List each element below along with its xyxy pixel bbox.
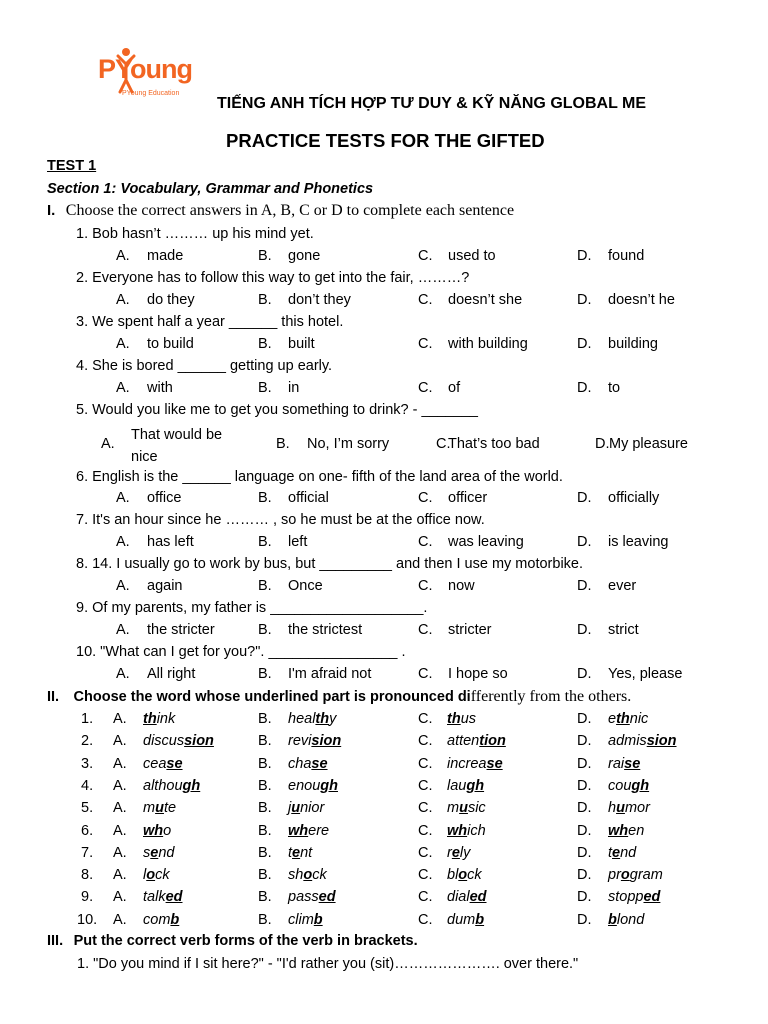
word-post: y xyxy=(329,711,337,727)
option-letter: A. xyxy=(116,622,130,638)
word-under: wh xyxy=(288,823,309,839)
option-letter: B. xyxy=(258,800,272,816)
word-option-b[interactable] xyxy=(288,733,341,749)
option-letter: B. xyxy=(276,436,290,452)
word-under: u xyxy=(459,800,468,816)
word-pre: talk xyxy=(143,889,166,905)
word-under: th xyxy=(315,711,330,727)
word-under: e xyxy=(451,845,460,861)
row-number: 1. xyxy=(81,711,94,727)
option-b[interactable]: the strictest xyxy=(288,622,363,638)
question-9: 9. Of my parents, my father is ___________________. xyxy=(76,600,428,616)
word-post: ink xyxy=(156,711,176,727)
logo xyxy=(98,44,208,104)
part2-roman: II. xyxy=(47,689,60,705)
question-2: 2. Everyone has to follow this way to get into the fair, ………? xyxy=(76,270,470,286)
word-pre: admis xyxy=(608,733,647,749)
word-under: o xyxy=(620,867,630,883)
word-post: ck xyxy=(312,867,327,883)
word-pre: althou xyxy=(143,778,183,794)
option-letter: C. xyxy=(418,578,433,594)
part1-instruction: Choose the correct answers in A, B, C or D to complete each sentence xyxy=(65,202,515,219)
word-option-b[interactable] xyxy=(288,800,324,816)
word-pre: l xyxy=(143,867,147,883)
option-c[interactable]: was leaving xyxy=(448,534,524,550)
option-letter: B. xyxy=(258,292,272,308)
word-option-b[interactable] xyxy=(288,756,328,772)
word-under: se xyxy=(166,756,183,772)
word-under: gh xyxy=(466,778,485,794)
option-letter: C. xyxy=(418,889,433,905)
option-letter: D. xyxy=(577,490,592,506)
option-letter: C. xyxy=(418,756,433,772)
word-under: gh xyxy=(320,778,338,794)
word-option-c[interactable] xyxy=(447,778,484,794)
option-letter: D. xyxy=(577,912,592,928)
option-d[interactable]: is leaving xyxy=(608,534,669,550)
word-option-d[interactable] xyxy=(608,733,677,749)
option-letter: A. xyxy=(101,436,115,452)
word-under: th xyxy=(616,711,630,727)
word-pre: pass xyxy=(288,889,319,905)
word-under: b xyxy=(608,912,617,928)
word-under: u xyxy=(616,800,625,816)
option-letter: D. xyxy=(577,711,592,727)
part3-instruction: Put the correct verb forms of the verb in brackets. xyxy=(73,933,418,949)
option-b[interactable]: left xyxy=(288,534,308,550)
option-letter: B. xyxy=(258,711,272,727)
option-letter: C. xyxy=(418,845,433,861)
option-letter: C. xyxy=(418,800,433,816)
option-letter: D. xyxy=(577,380,592,396)
option-letter: D. xyxy=(577,248,592,264)
option-letter: B. xyxy=(258,889,272,905)
word-pre: cha xyxy=(288,756,312,772)
word-pre: pr xyxy=(608,867,621,883)
word-pre: m xyxy=(143,800,156,816)
option-letter: B. xyxy=(258,666,272,682)
word-option-a[interactable] xyxy=(143,800,176,816)
word-pre: cea xyxy=(143,756,167,772)
option-d[interactable]: My pleasure xyxy=(609,436,688,452)
option-letter: A. xyxy=(113,845,127,861)
option-b[interactable]: No, I’m sorry xyxy=(307,436,390,452)
word-under: gh xyxy=(631,778,650,794)
option-letter: D. xyxy=(577,889,592,905)
word-under: se xyxy=(486,756,503,772)
word-option-d[interactable] xyxy=(608,778,649,794)
option-a[interactable]: with xyxy=(147,380,173,396)
option-b[interactable]: gone xyxy=(288,248,321,264)
part1-roman: I. xyxy=(47,202,56,219)
option-letter: B. xyxy=(258,380,272,396)
option-letter: C. xyxy=(418,666,433,682)
word-post: nic xyxy=(629,711,649,727)
word-option-b[interactable] xyxy=(288,867,327,883)
word-pre: m xyxy=(447,800,460,816)
word-option-d[interactable] xyxy=(608,912,644,928)
option-letter: D. xyxy=(595,436,610,452)
word-under: se xyxy=(311,756,328,772)
section-heading: Section 1: Vocabulary, Grammar and Phonetics xyxy=(47,181,374,197)
option-letter: A. xyxy=(116,578,130,594)
word-post: nt xyxy=(300,845,313,861)
question-10: 10. "What can I get for you?". ________________ . xyxy=(76,644,406,660)
word-option-b[interactable] xyxy=(288,889,336,905)
word-option-d[interactable] xyxy=(608,867,663,883)
option-letter: B. xyxy=(258,912,272,928)
word-post: ich xyxy=(467,823,486,839)
option-letter: D. xyxy=(577,622,592,638)
word-pre: bl xyxy=(447,867,459,883)
word-option-a[interactable] xyxy=(143,867,170,883)
option-d[interactable]: building xyxy=(608,336,658,352)
word-pre: revi xyxy=(288,733,312,749)
option-letter: B. xyxy=(258,248,272,264)
option-letter: B. xyxy=(258,622,272,638)
option-a[interactable]: again xyxy=(147,578,183,594)
part3-heading xyxy=(47,932,418,950)
option-letter: B. xyxy=(258,778,272,794)
word-option-d[interactable] xyxy=(608,889,660,905)
word-post: nd xyxy=(620,845,637,861)
option-a[interactable]: do they xyxy=(147,292,195,308)
option-a[interactable]: office xyxy=(147,490,182,506)
option-letter: A. xyxy=(116,380,130,396)
option-letter: C. xyxy=(436,436,451,452)
word-option-a[interactable] xyxy=(143,845,174,861)
word-under: o xyxy=(303,867,313,883)
option-letter: C. xyxy=(418,380,433,396)
page-title: PRACTICE TESTS FOR THE GIFTED xyxy=(226,130,545,151)
option-letter: D. xyxy=(577,534,592,550)
word-under: gh xyxy=(182,778,201,794)
question-6: 6. English is the ______ language on one- fifth of the land area of the world. xyxy=(76,469,563,485)
word-post: ere xyxy=(308,823,330,839)
word-option-c[interactable] xyxy=(447,800,486,816)
option-c[interactable]: with building xyxy=(448,336,528,352)
word-pre: dum xyxy=(447,912,476,928)
word-pre: lau xyxy=(447,778,467,794)
option-letter: C. xyxy=(418,867,433,883)
part2-instruction: Choose the word whose underlined part is pronounced di xyxy=(73,689,471,705)
word-pre: sh xyxy=(288,867,304,883)
option-letter: C. xyxy=(418,733,433,749)
word-option-d[interactable] xyxy=(608,845,636,861)
option-letter: A. xyxy=(113,756,127,772)
option-letter: B. xyxy=(258,490,272,506)
word-under: b xyxy=(313,912,323,928)
option-d[interactable]: officially xyxy=(608,490,660,506)
question-4: 4. She is bored ______ getting up early. xyxy=(76,358,333,374)
word-option-b[interactable] xyxy=(288,912,323,928)
part3-roman: III. xyxy=(47,933,64,949)
option-letter: A. xyxy=(113,733,127,749)
option-letter: B. xyxy=(258,336,272,352)
word-pre: e xyxy=(608,711,617,727)
word-post: ck xyxy=(155,867,170,883)
word-pre: heal xyxy=(288,711,316,727)
word-pre: r xyxy=(447,845,452,861)
word-under: ed xyxy=(318,889,336,905)
word-pre: j xyxy=(288,800,292,816)
word-post: o xyxy=(163,823,172,839)
word-option-b[interactable] xyxy=(288,845,312,861)
word-post: lond xyxy=(616,912,645,928)
option-letter: C. xyxy=(418,823,433,839)
word-option-c[interactable] xyxy=(447,756,503,772)
word-pre: clim xyxy=(288,912,314,928)
option-a[interactable]: to build xyxy=(147,336,194,352)
question-8: 8. 14. I usually go to work by bus, but _________ and then I use my motorbike. xyxy=(76,556,584,572)
option-letter: A. xyxy=(116,666,130,682)
word-option-a[interactable] xyxy=(143,711,175,727)
word-under: u xyxy=(291,800,301,816)
option-letter: B. xyxy=(258,534,272,550)
part2-instruction-rest: fferently from the others. xyxy=(470,688,632,705)
word-pre: increa xyxy=(447,756,487,772)
word-post: mor xyxy=(624,800,650,816)
row-number: 5. xyxy=(81,800,94,816)
word-under: wh xyxy=(608,823,629,839)
option-letter: A. xyxy=(113,867,127,883)
word-option-a[interactable] xyxy=(143,756,183,772)
option-letter: C. xyxy=(418,292,433,308)
option-letter: A. xyxy=(113,800,127,816)
option-letter: C. xyxy=(418,778,433,794)
option-letter: D. xyxy=(577,778,592,794)
word-post: en xyxy=(628,823,645,839)
question-7: 7. It's an hour since he ……… , so he must be at the office now. xyxy=(76,512,485,528)
word-option-c[interactable] xyxy=(447,823,486,839)
option-b[interactable]: official xyxy=(288,490,329,506)
option-letter: D. xyxy=(577,578,592,594)
part2-heading xyxy=(47,688,631,706)
option-a[interactable]: made xyxy=(147,248,184,264)
option-c[interactable]: officer xyxy=(448,490,488,506)
option-c[interactable]: of xyxy=(448,380,461,396)
word-under: wh xyxy=(143,823,164,839)
word-post: us xyxy=(460,711,477,727)
question-3: 3. We spent half a year ______ this hotel. xyxy=(76,314,344,330)
word-pre: cou xyxy=(608,778,632,794)
word-pre: discus xyxy=(143,733,185,749)
word-post: gram xyxy=(629,867,663,883)
word-option-d[interactable] xyxy=(608,800,650,816)
option-d[interactable]: Yes, please xyxy=(608,666,683,682)
option-letter: D. xyxy=(577,845,592,861)
option-letter: A. xyxy=(116,490,130,506)
option-d[interactable]: strict xyxy=(608,622,639,638)
part3-question-1: 1. "Do you mind if I sit here?" - "I'd rather you (sit)…………………. over there." xyxy=(77,956,579,972)
word-option-d[interactable] xyxy=(608,711,648,727)
word-option-d[interactable] xyxy=(608,756,640,772)
option-letter: A. xyxy=(116,248,130,264)
logo-subtitle: PYoung Education xyxy=(122,90,180,97)
option-c[interactable]: used to xyxy=(448,248,496,264)
word-under: ed xyxy=(165,889,183,905)
word-under: sion xyxy=(184,733,214,749)
word-pre: atten xyxy=(447,733,480,749)
option-d[interactable]: found xyxy=(608,248,645,264)
option-letter: C. xyxy=(418,490,433,506)
option-b[interactable]: built xyxy=(288,336,315,352)
option-letter: A. xyxy=(113,711,127,727)
option-a[interactable]: All right xyxy=(147,666,196,682)
word-option-a[interactable] xyxy=(143,889,183,905)
word-post: nd xyxy=(158,845,175,861)
option-b[interactable]: don’t they xyxy=(288,292,351,308)
word-under: o xyxy=(146,867,156,883)
word-post: sic xyxy=(467,800,486,816)
word-option-a[interactable] xyxy=(143,823,171,839)
word-option-c[interactable] xyxy=(447,711,476,727)
row-number: 3. xyxy=(81,756,94,772)
option-a[interactable]: That would be nice xyxy=(131,427,223,465)
option-letter: A. xyxy=(113,912,127,928)
word-option-a[interactable] xyxy=(143,912,179,928)
option-letter: D. xyxy=(577,666,592,682)
option-c[interactable]: now xyxy=(448,578,475,594)
option-letter: C. xyxy=(418,248,433,264)
word-under: e xyxy=(292,845,301,861)
course-title: TIẾNG ANH TÍCH HỢP TƯ DUY & KỸ NĂNG GLOBAL ME xyxy=(217,95,647,112)
word-pre: t xyxy=(608,845,613,861)
option-d[interactable]: ever xyxy=(608,578,637,594)
word-option-d[interactable] xyxy=(608,823,644,839)
option-letter: A. xyxy=(113,889,127,905)
word-option-c[interactable] xyxy=(447,889,487,905)
word-option-b[interactable] xyxy=(288,711,336,727)
word-option-b[interactable] xyxy=(288,778,338,794)
option-a[interactable]: has left xyxy=(147,534,194,550)
word-under: ed xyxy=(469,889,487,905)
option-c[interactable]: doesn’t she xyxy=(448,292,523,308)
row-number: 7. xyxy=(81,845,94,861)
option-letter: D. xyxy=(577,292,592,308)
option-letter: D. xyxy=(577,800,592,816)
option-letter: C. xyxy=(418,622,433,638)
option-letter: B. xyxy=(258,578,272,594)
option-c[interactable]: I hope so xyxy=(448,666,508,682)
option-letter: C. xyxy=(418,912,433,928)
word-pre: dial xyxy=(447,889,470,905)
option-letter: D. xyxy=(577,733,592,749)
word-pre: com xyxy=(143,912,171,928)
option-letter: A. xyxy=(116,336,130,352)
option-letter: B. xyxy=(258,845,272,861)
option-letter: B. xyxy=(258,756,272,772)
row-number: 2. xyxy=(81,733,94,749)
option-b[interactable]: in xyxy=(288,380,300,396)
option-letter: B. xyxy=(258,733,272,749)
word-option-c[interactable] xyxy=(447,912,484,928)
question-1: 1. Bob hasn’t ……… up his mind yet. xyxy=(76,226,314,242)
word-under: sion xyxy=(311,733,342,749)
word-post: ly xyxy=(459,845,471,861)
option-b[interactable]: Once xyxy=(288,578,323,594)
word-under: e xyxy=(612,845,621,861)
option-c[interactable]: That’s too bad xyxy=(448,436,540,452)
word-under: wh xyxy=(447,823,468,839)
word-under: th xyxy=(143,711,157,727)
word-under: e xyxy=(150,845,159,861)
word-option-b[interactable] xyxy=(288,823,329,839)
word-pre: stopp xyxy=(608,889,644,905)
word-under: th xyxy=(447,711,461,727)
option-letter: A. xyxy=(116,292,130,308)
word-post: ck xyxy=(467,867,482,883)
word-under: o xyxy=(458,867,468,883)
row-number: 10. xyxy=(77,912,98,928)
question-5: 5. Would you like me to get you something to drink? - _______ xyxy=(76,402,478,418)
word-pre: t xyxy=(288,845,293,861)
word-under: sion xyxy=(646,733,677,749)
option-letter: A. xyxy=(116,534,130,550)
test-label: TEST 1 xyxy=(47,158,97,174)
word-pre: rai xyxy=(608,756,625,772)
word-option-c[interactable] xyxy=(447,845,470,861)
word-pre: h xyxy=(608,800,617,816)
option-letter: B. xyxy=(258,823,272,839)
word-under: se xyxy=(624,756,641,772)
option-letter: D. xyxy=(577,756,592,772)
word-under: u xyxy=(155,800,164,816)
option-letter: C. xyxy=(418,534,433,550)
word-under: ed xyxy=(643,889,661,905)
option-a[interactable]: the stricter xyxy=(147,622,215,638)
word-post: nior xyxy=(300,800,325,816)
option-letter: C. xyxy=(418,711,433,727)
part1-heading xyxy=(47,202,514,220)
option-letter: D. xyxy=(577,336,592,352)
row-number: 9. xyxy=(81,889,94,905)
option-d[interactable]: doesn’t he xyxy=(608,292,675,308)
option-d[interactable]: to xyxy=(608,380,621,396)
word-option-c[interactable] xyxy=(447,733,506,749)
option-letter: C. xyxy=(418,336,433,352)
option-letter: D. xyxy=(577,867,592,883)
word-option-c[interactable] xyxy=(447,867,482,883)
option-letter: A. xyxy=(113,823,127,839)
option-letter: B. xyxy=(258,867,272,883)
word-under: tion xyxy=(479,733,506,749)
option-letter: D. xyxy=(577,823,592,839)
word-pre: s xyxy=(143,845,151,861)
word-option-a[interactable] xyxy=(143,778,200,794)
row-number: 4. xyxy=(81,778,94,794)
word-pre: enou xyxy=(288,778,321,794)
option-letter: A. xyxy=(113,778,127,794)
row-number: 6. xyxy=(81,823,94,839)
option-b[interactable]: I'm afraid not xyxy=(288,666,372,682)
row-number: 8. xyxy=(81,867,94,883)
option-c[interactable]: stricter xyxy=(448,622,492,638)
word-post: te xyxy=(163,800,177,816)
word-under: b xyxy=(170,912,180,928)
word-under: b xyxy=(475,912,485,928)
word-option-a[interactable] xyxy=(143,733,214,749)
logo-wordmark: PYoung xyxy=(98,54,192,84)
